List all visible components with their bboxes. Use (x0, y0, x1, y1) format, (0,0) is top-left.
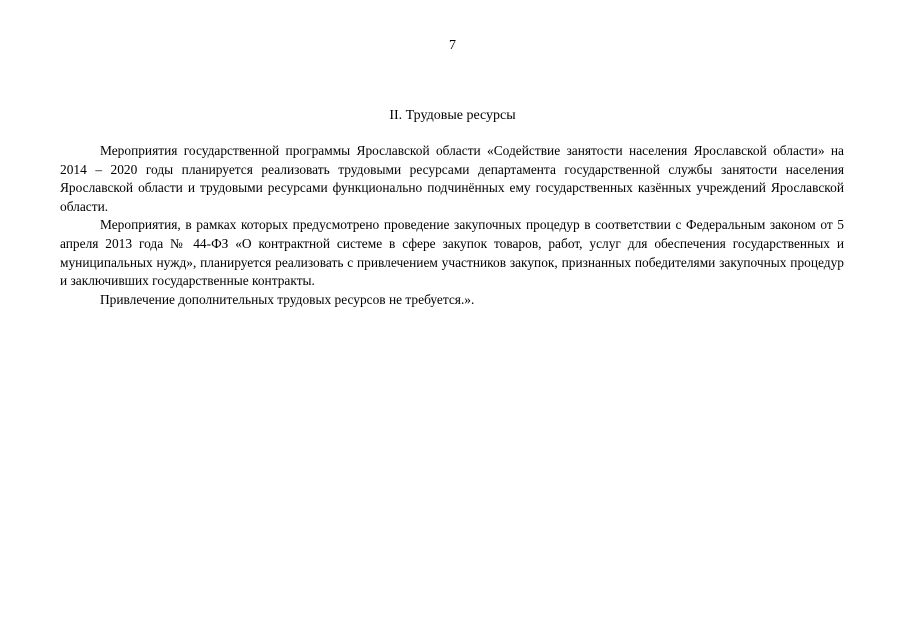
page-number: 7 (449, 38, 456, 53)
paragraph-no-additional-resources: Привлечение дополнительных трудовых ресурсов не требуется.». (100, 291, 475, 307)
paragraph-labor-resources: Мероприятия государственной программы Ярославской области «Содействие занятости населения Ярославской области» на 2014 – 2020 годы планируется реализовать трудовыми ресурсами департамента государственной службы занятости населения Ярославской области и трудовыми ресурсами функционально подчинённых ему государственных казённых учреждений Ярославской области. (60, 143, 844, 214)
section-title: II. Трудовые ресурсы (389, 108, 516, 123)
paragraph-procurement: Мероприятия, в рамках которых предусмотрено проведение закупочных процедур в соответствии с Федеральным законом от 5 апреля 2013 года № 44-ФЗ «О контрактной системе в сфере закупок товаров, работ, услуг для обеспечения государственных и муниципальных нужд», планируется реализовать с привлечением участников закупок, признанных победителями закупочных процедур и заключивших государственные контракты. (60, 217, 844, 289)
body-text (60, 142, 844, 309)
